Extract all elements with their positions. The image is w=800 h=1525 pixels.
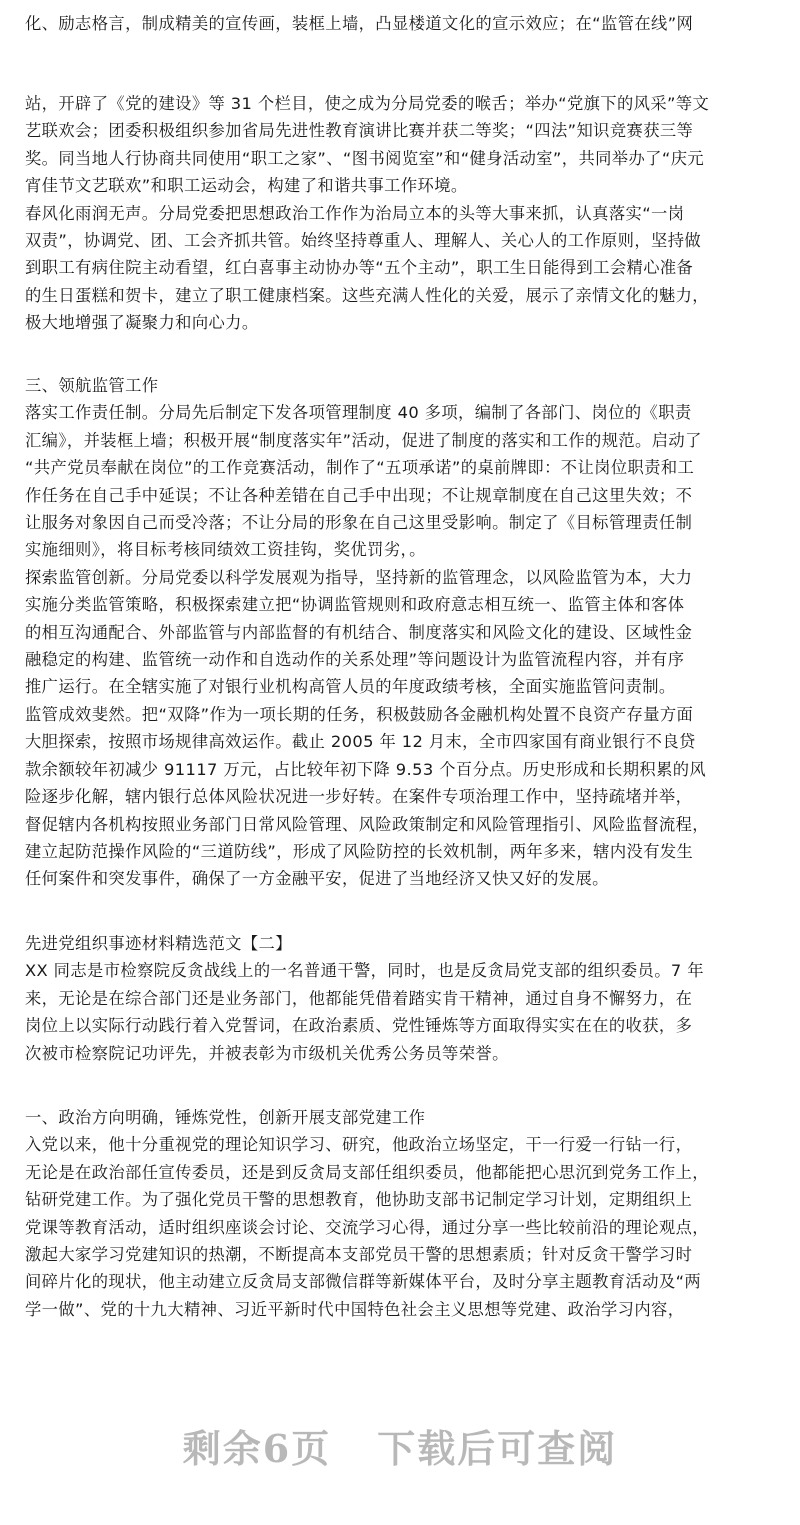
text-line: 到职工有病住院主动看望，红白喜事主动协办等“五个主动”，职工生日能得到工会精心准备 bbox=[25, 258, 694, 278]
text-line: 任何案件和突发事件，确保了一方金融平安，促进了当地经济又快又好的发展。 bbox=[25, 869, 609, 889]
text-line: 春风化雨润无声。分局党委把思想政治工作作为治局立本的头等大事来抓，认真落实“一岗 bbox=[25, 203, 685, 223]
text-line: “共产党员奉献在岗位”的工作竞赛活动，制作了“五项承诺”的桌前牌即：不让岗位职责和工 bbox=[25, 458, 695, 478]
section-heading: 三、领航监管工作 bbox=[25, 376, 159, 395]
text-line: 艺联欢会；团委积极组织参加省局先进性教育演讲比赛并获二等奖；“四法”知识竞赛获三等 bbox=[25, 121, 694, 141]
text-line: 间碎片化的现状，他主动建立反贪局支部微信群等新媒体平台，及时分享主题教育活动及“两 bbox=[25, 1272, 702, 1292]
text-line: 极大地增强了凝聚力和向心力。 bbox=[25, 313, 259, 333]
text-line: 激起大家学习党建知识的热潮，不断提高本支部党员干警的思想素质；针对反贪干警学习时 bbox=[25, 1245, 693, 1265]
download-prompt[interactable] bbox=[0, 1418, 800, 1473]
remaining-pages-label: 剩余6页 bbox=[182, 1426, 332, 1471]
text-line: 落实工作责任制。分局先后制定下发各项管理制度 40 多项，编制了各部门、岗位的《职责 bbox=[25, 403, 692, 423]
text-line: 建立起防范操作风险的“三道防线”，形成了风险防控的长效机制，两年多来，辖内没有发生 bbox=[25, 841, 694, 861]
text-line: 推广运行。在全辖实施了对银行业机构高管人员的年度政绩考核，全面实施监管问责制。 bbox=[25, 677, 676, 697]
article-title: 先进党组织事迹材料精选范文【二】 bbox=[25, 934, 292, 953]
text-line: 无论是在政治部任宣传委员，还是到反贪局支部任组织委员，他都能把心思沉到党务工作上， bbox=[25, 1162, 709, 1182]
download-to-view-label: 下载后可查阅 bbox=[377, 1426, 618, 1471]
text-line: 大胆探索，按照市场规律高效运作。截止 2005 年 12 月末，全市四家国有商业银行不良贷 bbox=[25, 732, 696, 752]
text-line: 实施分类监管策略，积极探索建立把“协调监管规则和政府意志相互统一、监管主体和客体 bbox=[25, 595, 685, 615]
paragraph-block-1 bbox=[25, 90, 777, 337]
text-line: 宵佳节文艺联欢”和职工运动会，构建了和谐共事工作环境。 bbox=[25, 176, 468, 196]
section-heading: 一、政治方向明确，锤炼党性，创新开展支部党建工作 bbox=[25, 1108, 426, 1127]
text-line: 党课等教育活动，适时组织座谈会讨论、交流学习心得，通过分享一些比较前沿的理论观点， bbox=[25, 1217, 709, 1237]
text-line: 来，无论是在综合部门还是业务部门，他都能凭借着踏实肯干精神，通过自身不懈努力，在 bbox=[25, 988, 693, 1008]
text-line: 让服务对象因自己而受冷落；不让分局的形象在自己这里受影响。制定了《目标管理责任制 bbox=[25, 513, 693, 533]
section-three bbox=[25, 372, 777, 893]
text-line: 岗位上以实际行动践行着入党誓词，在政治素质、党性锤炼等方面取得实实在在的收获，多 bbox=[25, 1016, 693, 1036]
text-line: 奖。同当地人行协商共同使用“职工之家”、“图书阅览室”和“健身活动室”，共同举办了“庆元 bbox=[25, 148, 705, 168]
text-line: 化、励志格言，制成精美的宣传画，装框上墙，凸显楼道文化的宣示效应；在“监管在线”网 bbox=[25, 14, 694, 33]
text-line: 融稳定的构建、监管统一动作和自选动作的关系处理”等问题设计为监管流程内容，并有序 bbox=[25, 650, 685, 670]
text-line: 的相互沟通配合、外部监管与内部监督的有机结合、制度落实和风险文化的建设、区域性金 bbox=[25, 622, 693, 642]
article-two bbox=[25, 930, 777, 1067]
paragraph-top bbox=[25, 10, 777, 37]
text-line: 督促辖内各机构按照业务部门日常风险管理、风险政策制定和风险管理指引、风险监督流程， bbox=[25, 814, 709, 834]
text-line: 作任务在自己手中延误；不让各种差错在自己手中出现；不让规章制度在自己这里失效；不 bbox=[25, 485, 693, 505]
text-line: 汇编》，并装框上墙；积极开展“制度落实年”活动，促进了制度的落实和工作的规范。启动了 bbox=[25, 430, 702, 450]
text-line: 险逐步化解，辖内银行总体风险状况进一步好转。在案件专项治理工作中，坚持疏堵并举， bbox=[25, 787, 693, 807]
text-line: 款余额较年初减少 91117 万元，占比较年初下降 9.53 个百分点。历史形成和长期积累的风 bbox=[25, 759, 707, 779]
text-line: 双责”，协调党、团、工会齐抓共管。始终坚持尊重人、理解人、关心人的工作原则，坚持做 bbox=[25, 231, 702, 251]
text-line: 学一做”、党的十九大精神、习近平新时代中国特色社会主义思想等党建、政治学习内容， bbox=[25, 1299, 685, 1319]
text-line: 次被市检察院记功评先，并被表彰为市级机关优秀公务员等荣誉。 bbox=[25, 1043, 509, 1063]
text-line: 站，开辟了《党的建设》等 31 个栏目，使之成为分局党委的喉舌；举办“党旗下的风采”等文 bbox=[25, 94, 710, 113]
text-line: XX 同志是市检察院反贪战线上的一名普通干警，同时，也是反贪局党支部的组织委员。7 年 bbox=[25, 961, 704, 981]
text-line: 钻研党建工作。为了强化党员干警的思想教育，他协助支部书记制定学习计划，定期组织上 bbox=[25, 1190, 693, 1210]
text-line: 监管成效斐然。把“双降”作为一项长期的任务，积极鼓励各金融机构处置不良资产存量方面 bbox=[25, 704, 694, 724]
text-line: 的生日蛋糕和贺卡，建立了职工健康档案。这些充满人性化的关爱，展示了亲情文化的魅力， bbox=[25, 285, 709, 305]
text-line: 入党以来，他十分重视党的理论知识学习、研究，他政治立场坚定，干一行爱一行钻一行， bbox=[25, 1135, 693, 1155]
text-line: 探索监管创新。分局党委以科学发展观为指导，坚持新的监管理念，以风险监管为本，大力 bbox=[25, 567, 693, 587]
text-line: 实施细则》，将目标考核同绩效工资挂钩，奖优罚劣，。 bbox=[25, 540, 426, 560]
section-one bbox=[25, 1104, 777, 1323]
